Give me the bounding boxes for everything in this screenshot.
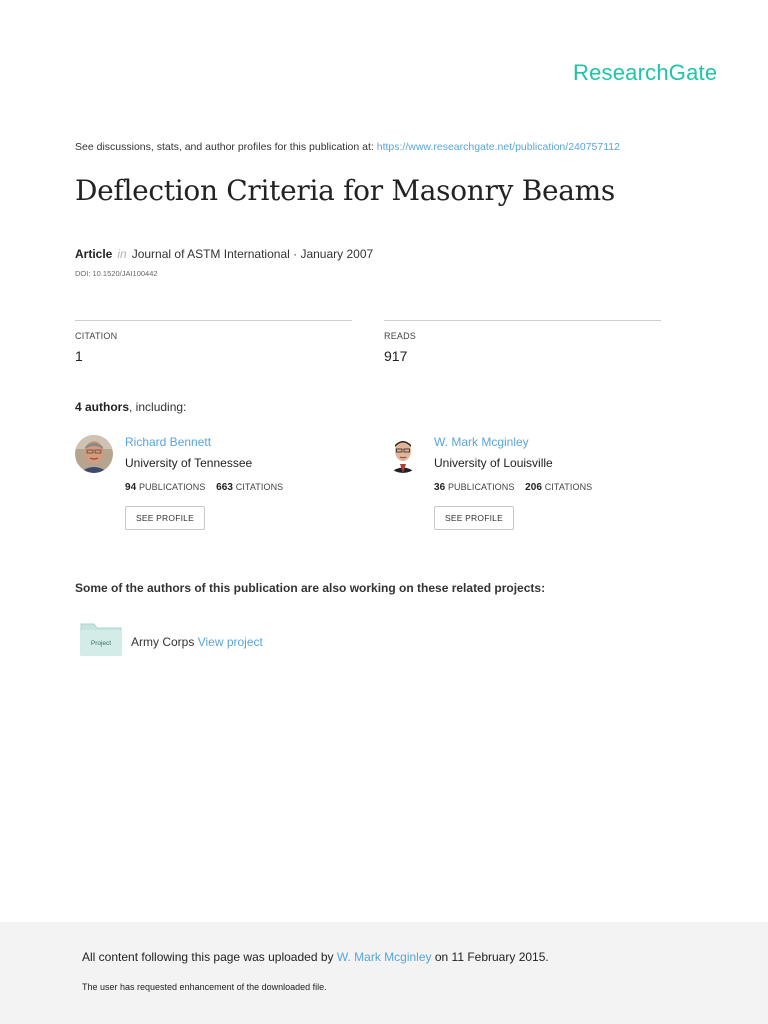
- citations-count: 663: [216, 482, 234, 493]
- author-photo-icon: [384, 435, 422, 473]
- citation-divider: [75, 320, 352, 321]
- project-name: Army Corps: [131, 635, 195, 649]
- reads-divider: [384, 320, 661, 321]
- authors-count: 4 authors: [75, 400, 130, 414]
- author-avatar-mcginley[interactable]: [384, 435, 422, 473]
- publication-meta: [75, 247, 373, 261]
- see-profile-button-bennett[interactable]: SEE PROFILE: [125, 506, 205, 530]
- enhancement-notice: The user has requested enhancement of the downloaded file.: [82, 982, 327, 992]
- reads-count: 917: [384, 348, 408, 364]
- citation-label: CITATION: [75, 331, 118, 341]
- citations-label: CITATIONS: [235, 482, 284, 492]
- footer-panel: [0, 922, 768, 1024]
- view-project-link[interactable]: View project: [197, 635, 263, 649]
- author-avatar-bennett[interactable]: [75, 435, 113, 473]
- author-name-bennett[interactable]: Richard Bennett: [125, 435, 212, 449]
- upload-suffix: on 11 February 2015.: [431, 950, 549, 964]
- citations-count: 206: [525, 482, 543, 493]
- publication-doi: DOI: 10.1520/JAI100442: [75, 269, 158, 278]
- researchgate-logo[interactable]: ResearchGate: [573, 60, 718, 85]
- project-entry: [131, 635, 263, 649]
- upload-notice: [82, 950, 549, 964]
- publication-venue: Journal of ASTM International · January 2007: [131, 247, 374, 261]
- in-label: in: [117, 247, 127, 261]
- authors-heading-suffix: , including:: [129, 400, 187, 414]
- project-folder-icon: [80, 622, 122, 656]
- reads-label: READS: [384, 331, 417, 341]
- publications-label: PUBLICATIONS: [138, 482, 206, 492]
- related-projects-heading: Some of the authors of this publication are also working on these related projects:: [75, 581, 546, 595]
- citation-count: 1: [75, 348, 83, 364]
- uploader-link[interactable]: W. Mark Mcginley: [336, 950, 432, 964]
- author-stats-bennett: [125, 482, 283, 493]
- publications-label: PUBLICATIONS: [447, 482, 515, 492]
- author-photo-icon: [75, 435, 113, 473]
- upload-prefix: All content following this page was uploaded by: [82, 950, 337, 964]
- discussions-line: [75, 141, 620, 153]
- discussions-text: See discussions, stats, and author profiles for this publication at:: [75, 141, 377, 153]
- authors-heading: [75, 400, 186, 414]
- publications-count: 36: [434, 482, 446, 493]
- citations-label: CITATIONS: [544, 482, 593, 492]
- publication-title: Deflection Criteria for Masonry Beams: [75, 174, 616, 207]
- author-stats-mcginley: [434, 482, 592, 493]
- see-profile-button-mcginley[interactable]: SEE PROFILE: [434, 506, 514, 530]
- author-name-mcginley[interactable]: W. Mark Mcginley: [434, 435, 529, 449]
- publications-count: 94: [125, 482, 137, 493]
- author-institution-bennett: University of Tennessee: [125, 456, 253, 470]
- project-icon-label: Project: [90, 640, 112, 647]
- author-institution-mcginley: University of Louisville: [434, 456, 553, 470]
- publication-type: Article: [75, 247, 113, 261]
- publication-url-link[interactable]: https://www.researchgate.net/publication/240757112: [376, 141, 620, 153]
